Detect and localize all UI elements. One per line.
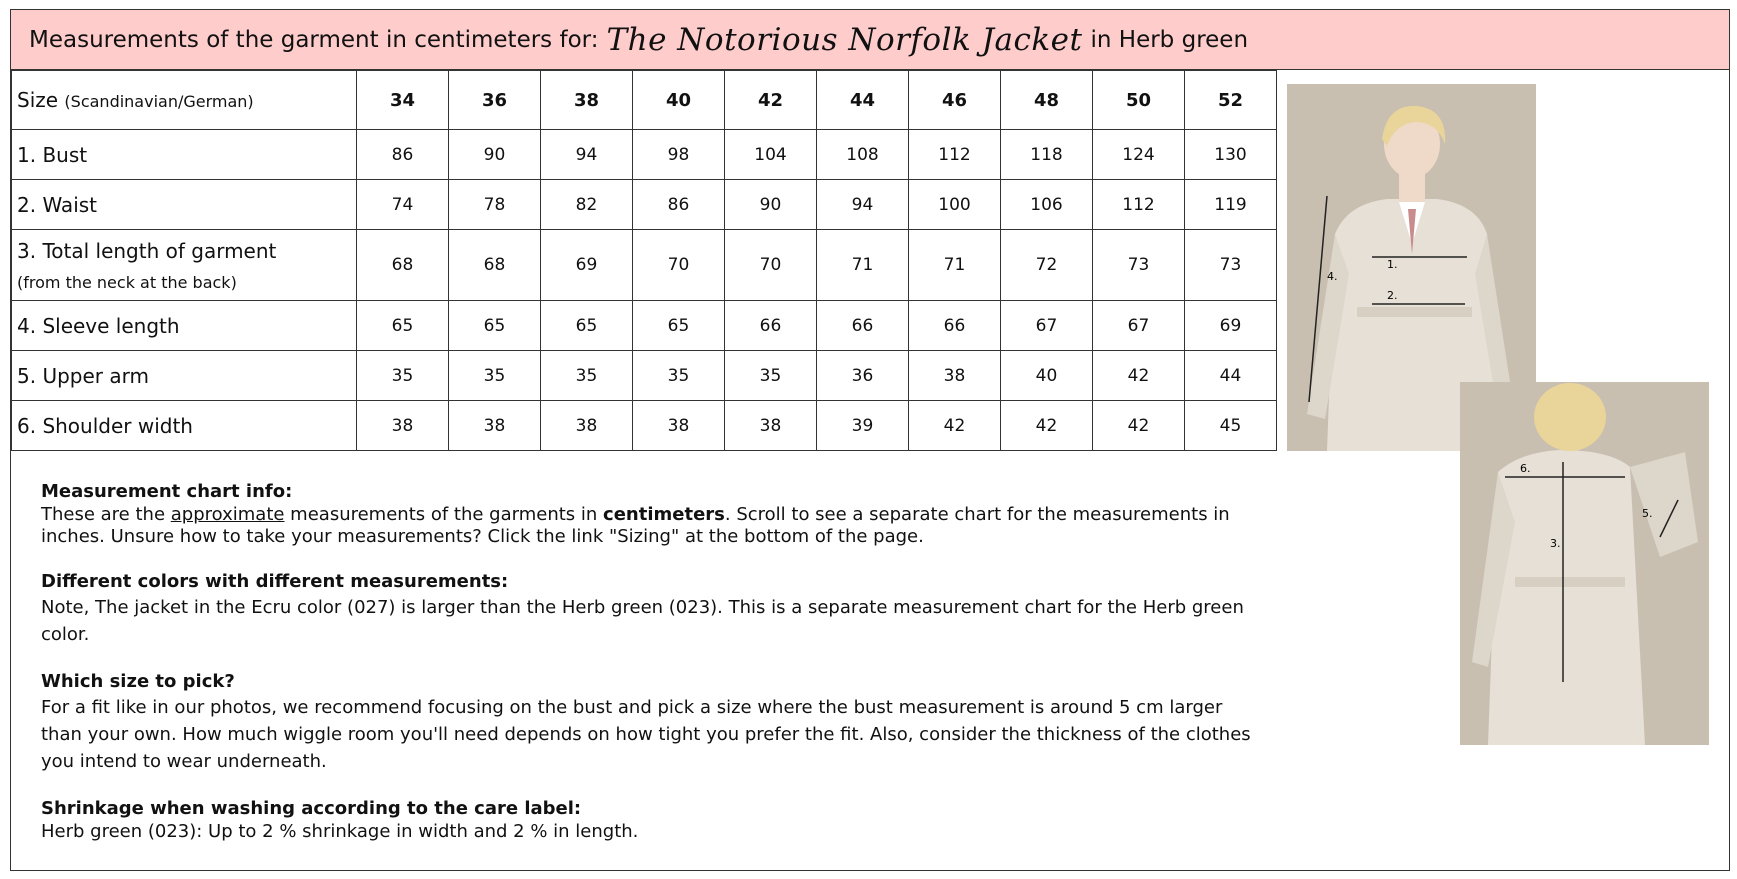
value-cell: 39: [817, 401, 909, 451]
value-cell: 67: [1001, 301, 1093, 351]
value-cell: 90: [449, 130, 541, 180]
value-cell: 65: [541, 301, 633, 351]
row-label: 3. Total length of garment: [17, 238, 277, 263]
row-label-cell: [12, 230, 357, 301]
value-cell: 38: [725, 401, 817, 451]
value-cell: 45: [1185, 401, 1277, 451]
size-label: Size: [17, 88, 59, 112]
value-cell: 86: [357, 130, 449, 180]
value-cell: 70: [725, 230, 817, 301]
size-cell: 40: [633, 71, 725, 130]
value-cell: 42: [1001, 401, 1093, 451]
size-cell: 50: [1093, 71, 1185, 130]
value-cell: 108: [817, 130, 909, 180]
value-cell: 38: [633, 401, 725, 451]
value-cell: 67: [1093, 301, 1185, 351]
info-pick-section: [41, 670, 1251, 775]
section-title: Shrinkage when washing according to the care label:: [41, 798, 582, 819]
value-cell: 124: [1093, 130, 1185, 180]
value-cell: 82: [541, 180, 633, 230]
value-cell: 38: [541, 401, 633, 451]
row-label: 4. Sleeve length: [12, 301, 357, 351]
size-header-cell: [12, 71, 357, 130]
value-cell: 35: [633, 351, 725, 401]
value-cell: 40: [1001, 351, 1093, 401]
size-cell: 36: [449, 71, 541, 130]
info-chart-section: [41, 480, 1251, 548]
value-cell: 112: [909, 130, 1001, 180]
value-cell: 90: [725, 180, 817, 230]
size-cell: 34: [357, 71, 449, 130]
info-colors-section: [41, 570, 1251, 648]
value-cell: 71: [909, 230, 1001, 301]
value-cell: 38: [909, 351, 1001, 401]
value-cell: 104: [725, 130, 817, 180]
product-name: The Notorious Norfolk Jacket: [606, 21, 1083, 58]
value-cell: 94: [541, 130, 633, 180]
marker-length: 3.: [1550, 537, 1561, 550]
page-title: [11, 10, 1729, 70]
marker-shoulder: 6.: [1520, 462, 1531, 475]
value-cell: 65: [449, 301, 541, 351]
size-cell: 44: [817, 71, 909, 130]
value-cell: 42: [1093, 401, 1185, 451]
size-table: [11, 70, 1277, 451]
value-cell: 35: [541, 351, 633, 401]
section-title: Which size to pick?: [41, 671, 235, 692]
info-shrinkage-section: [41, 797, 1251, 843]
table-row-upper-arm: [12, 351, 1277, 401]
title-prefix: Measurements of the garment in centimeters for:: [29, 26, 599, 53]
value-cell: 71: [817, 230, 909, 301]
section-title: Different colors with different measurements:: [41, 571, 509, 592]
value-cell: 65: [633, 301, 725, 351]
text-underlined: approximate: [170, 504, 285, 525]
text-part: measurements of the garments in: [284, 504, 604, 525]
size-cell: 42: [725, 71, 817, 130]
size-cell: 48: [1001, 71, 1093, 130]
value-cell: 94: [817, 180, 909, 230]
section-text: [41, 504, 1251, 548]
value-cell: 106: [1001, 180, 1093, 230]
table-header-row: [12, 71, 1277, 130]
value-cell: 68: [449, 230, 541, 301]
row-label-note: (from the neck at the back): [17, 272, 237, 292]
value-cell: 74: [357, 180, 449, 230]
value-cell: 86: [633, 180, 725, 230]
value-cell: 69: [541, 230, 633, 301]
value-cell: 73: [1093, 230, 1185, 301]
marker-waist: 2.: [1387, 289, 1398, 302]
marker-bust: 1.: [1387, 258, 1398, 271]
value-cell: 78: [449, 180, 541, 230]
size-cell: 46: [909, 71, 1001, 130]
table-row-total-length: [12, 230, 1277, 301]
value-cell: 38: [449, 401, 541, 451]
table-row-shoulder-width: [12, 401, 1277, 451]
marker-upper-arm: 5.: [1642, 507, 1653, 520]
value-cell: 36: [817, 351, 909, 401]
row-label: 6. Shoulder width: [12, 401, 357, 451]
value-cell: 119: [1185, 180, 1277, 230]
marker-sleeve: 4.: [1327, 270, 1338, 283]
row-label: 5. Upper arm: [12, 351, 357, 401]
section-title: Measurement chart info:: [41, 481, 293, 502]
value-cell: 42: [1093, 351, 1185, 401]
section-text: For a fit like in our photos, we recommend focusing on the bust and pick a size where the bust measurement is around 5 cm larger than your own. How much wiggle room you'll need depends on how tight you prefer the fit. Also, consider the thickness of the clothes you intend to wear underneath.: [41, 697, 1251, 772]
value-cell: 68: [357, 230, 449, 301]
measurement-chart-frame: [10, 9, 1730, 871]
value-cell: 69: [1185, 301, 1277, 351]
table-row-bust: [12, 130, 1277, 180]
value-cell: 73: [1185, 230, 1277, 301]
value-cell: 66: [909, 301, 1001, 351]
value-cell: 44: [1185, 351, 1277, 401]
measurement-info: [41, 480, 1251, 865]
value-cell: 35: [725, 351, 817, 401]
value-cell: 130: [1185, 130, 1277, 180]
size-cell: 38: [541, 71, 633, 130]
value-cell: 66: [725, 301, 817, 351]
section-text: Note, The jacket in the Ecru color (027) is larger than the Herb green (023). This is a separate measurement chart for the Herb green color.: [41, 597, 1244, 645]
value-cell: 70: [633, 230, 725, 301]
row-label: 1. Bust: [12, 130, 357, 180]
value-cell: 38: [357, 401, 449, 451]
title-suffix: in Herb green: [1090, 26, 1249, 53]
value-cell: 65: [357, 301, 449, 351]
value-cell: 118: [1001, 130, 1093, 180]
value-cell: 112: [1093, 180, 1185, 230]
table-row-waist: [12, 180, 1277, 230]
jacket-back-photo: [1460, 382, 1709, 745]
text-bold: centimeters: [603, 504, 725, 525]
value-cell: 35: [449, 351, 541, 401]
size-cell: 52: [1185, 71, 1277, 130]
value-cell: 72: [1001, 230, 1093, 301]
value-cell: 35: [357, 351, 449, 401]
section-text: Herb green (023): Up to 2 % shrinkage in width and 2 % in length.: [41, 821, 639, 842]
size-system-note: (Scandinavian/German): [64, 92, 254, 111]
table-row-sleeve-length: [12, 301, 1277, 351]
value-cell: 98: [633, 130, 725, 180]
text-part: These are the: [41, 504, 171, 525]
value-cell: 66: [817, 301, 909, 351]
value-cell: 42: [909, 401, 1001, 451]
text-part: . Scroll to see a separate chart for the measurements in inches. Unsure how to take your measurements? Click the link "Sizing" at the bottom of the page.: [41, 504, 1230, 547]
value-cell: 100: [909, 180, 1001, 230]
row-label: 2. Waist: [12, 180, 357, 230]
